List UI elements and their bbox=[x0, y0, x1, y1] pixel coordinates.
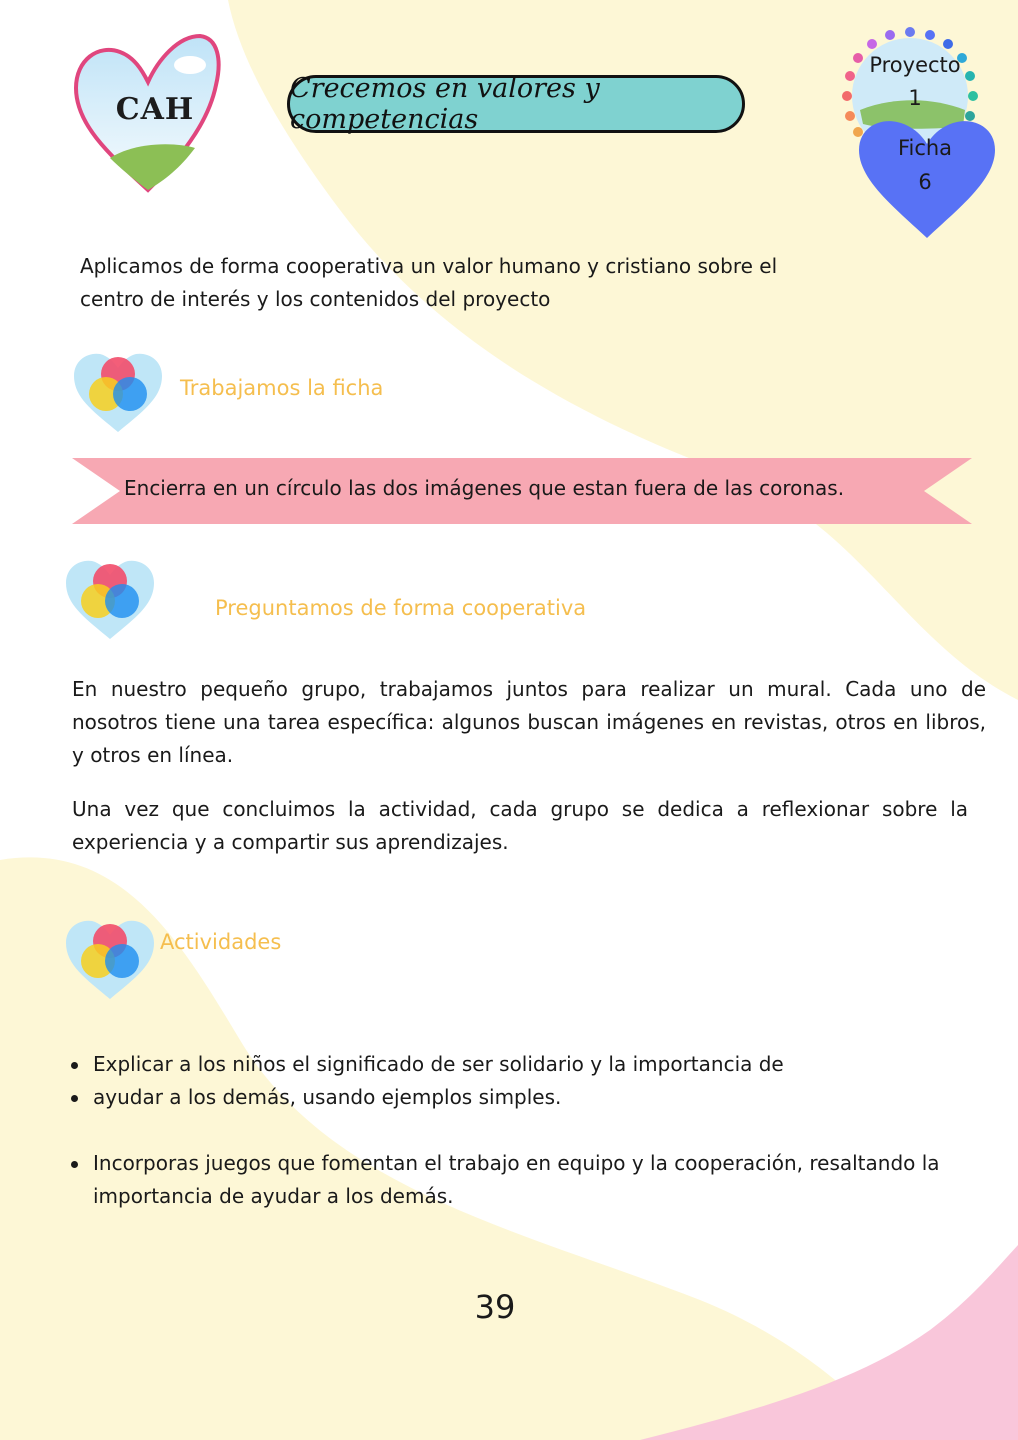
ribbon-instruction-text: Encierra en un círculo las dos imágenes que estan fuera de las coronas. bbox=[124, 476, 845, 500]
list-item: Incorporas juegos que fomentan el trabajo en equipo y la cooperación, resaltando la importancia de ayudar a los demás. bbox=[68, 1147, 988, 1213]
paragraph: En nuestro pequeño grupo, trabajamos juntos para realizar un mural. Cada uno de nosotros tiene una tarea específica: algunos buscan imágenes en revistas, otros en libros, y otros en línea. bbox=[72, 677, 986, 767]
list-item: Explicar a los niños el significado de ser solidario y la importancia de bbox=[68, 1048, 988, 1081]
section-heading-trabajamos: Trabajamos la ficha bbox=[180, 376, 384, 400]
paragraph: Una vez que concluimos la actividad, cada grupo se dedica a reflexionar sobre la experiencia y a compartir sus aprendizajes. bbox=[72, 797, 968, 854]
list-item: ayudar a los demás, usando ejemplos simples. bbox=[68, 1081, 988, 1114]
venn-heart-icon bbox=[64, 917, 156, 1001]
proyecto-ficha-badge bbox=[835, 18, 1000, 243]
proyecto-number: 1 bbox=[908, 86, 922, 110]
section-heading-preguntamos: Preguntamos de forma cooperativa bbox=[215, 596, 587, 620]
intro-text: Aplicamos de forma cooperativa un valor humano y cristiano sobre el centro de interés y los contenidos del proyecto bbox=[80, 254, 778, 311]
ficha-label: Ficha bbox=[897, 136, 953, 160]
page-number: 39 bbox=[474, 1288, 516, 1326]
proyecto-label: Proyecto bbox=[869, 53, 961, 77]
venn-heart-icon bbox=[72, 350, 164, 434]
venn-heart-icon bbox=[64, 557, 156, 641]
page-title: Crecemos en valores y competencias bbox=[287, 75, 745, 133]
ficha-number: 6 bbox=[918, 170, 932, 194]
activities-list bbox=[68, 1048, 988, 1213]
logo-text: CAH bbox=[115, 92, 195, 127]
section-heading-actividades: Actividades bbox=[160, 930, 282, 954]
